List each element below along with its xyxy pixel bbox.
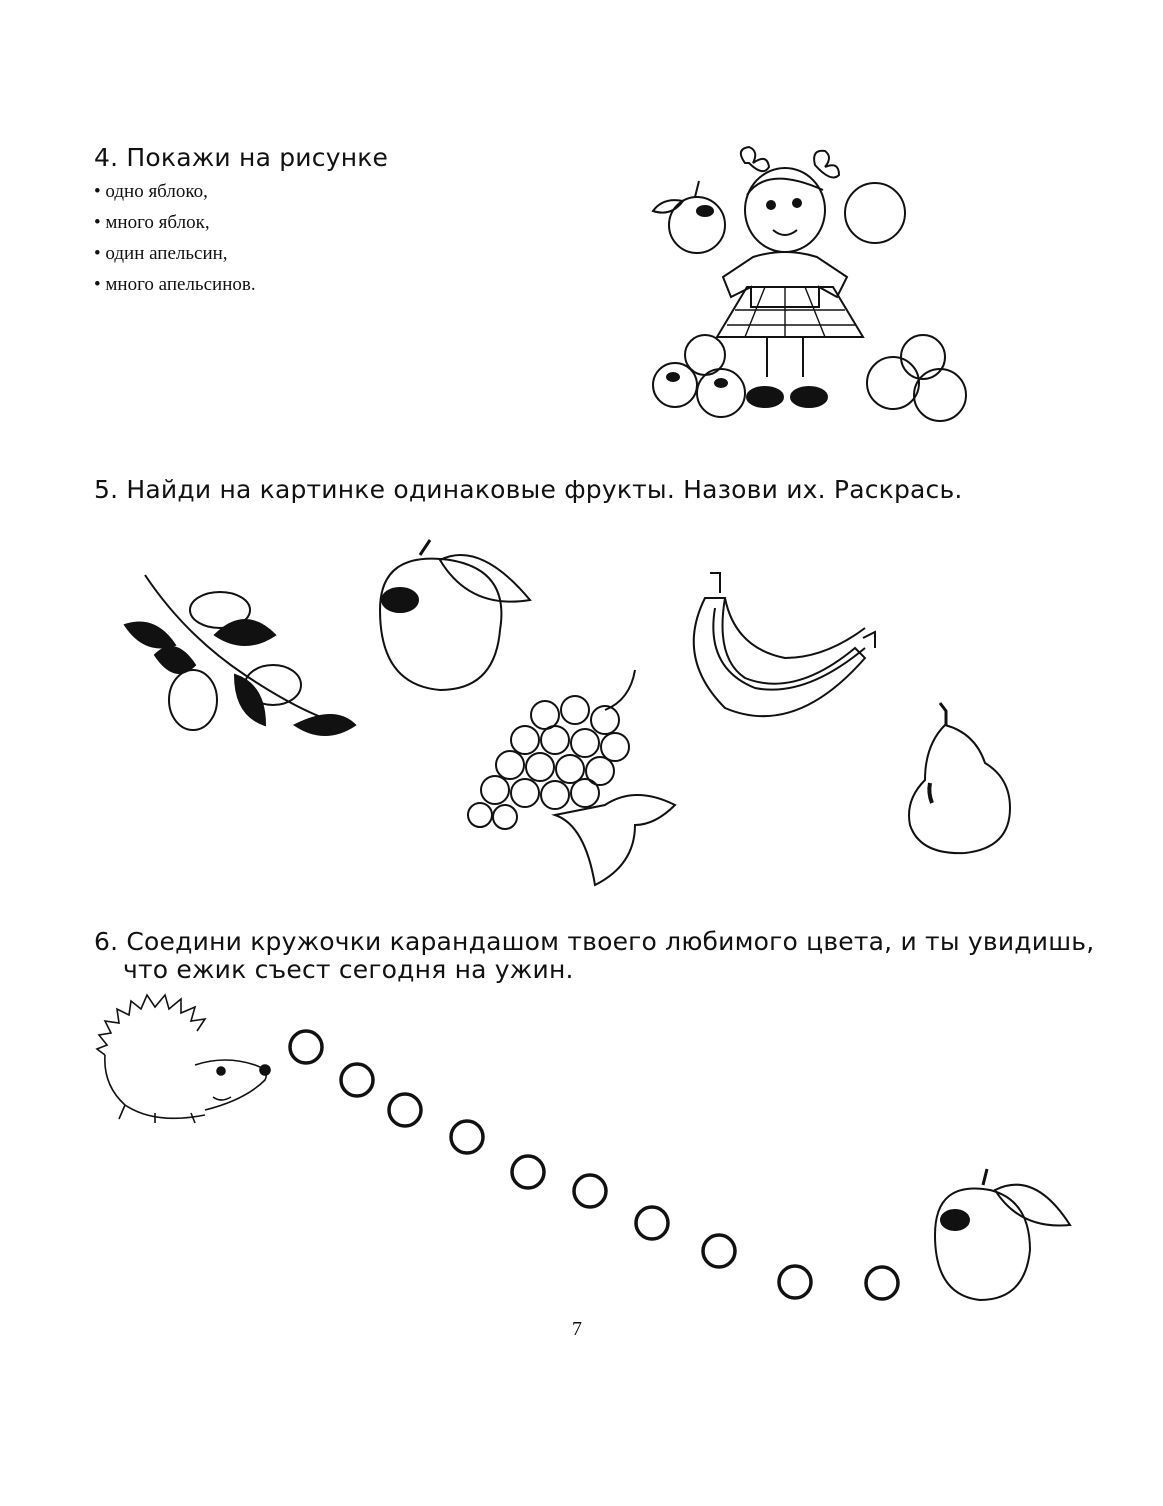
trail-circle[interactable] [866,1267,898,1299]
task-6-title-line-2: что ежик съест сегодня на ужин. [123,955,574,984]
task-5-title: 5. Найди на картинке одинаковые фрукты. Назови их. Раскрась. [94,475,963,504]
trail-circle[interactable] [341,1064,373,1096]
task-4-title: 4. Покажи на рисунке [94,143,389,172]
trail-circle[interactable] [779,1266,811,1298]
trail-circle[interactable] [636,1207,668,1239]
task-6-title-line-1: 6. Соедини кружочки карандашом твоего любимого цвета, и ты увидишь, [94,927,1095,956]
trail-circle[interactable] [290,1031,322,1063]
apple-dinner-illustration [925,1165,1075,1305]
list-item: • одно яблоко, [94,176,256,207]
trail-circle[interactable] [703,1235,735,1267]
trail-circle[interactable] [512,1156,544,1188]
list-item: • один апельсин, [94,238,256,269]
list-item: • много апельсинов. [94,269,256,300]
trail-circle[interactable] [389,1094,421,1126]
trail-circle[interactable] [574,1175,606,1207]
page-number: 7 [572,1318,582,1340]
list-item: • много яблок, [94,207,256,238]
trail-circle[interactable] [451,1121,483,1153]
